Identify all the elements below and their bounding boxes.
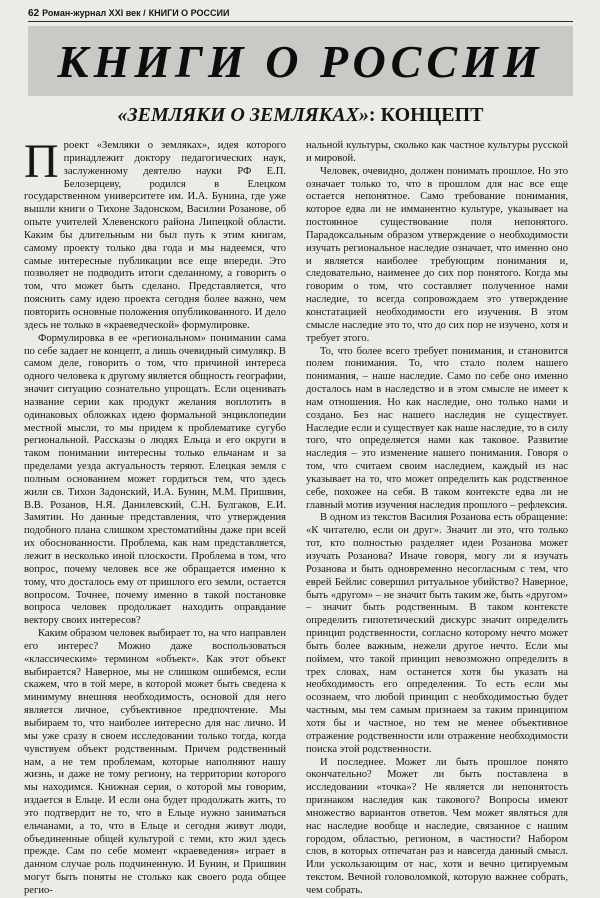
article-title-rest: : КОНЦЕПТ (368, 104, 484, 126)
article-paragraph (24, 135, 286, 333)
section-banner (28, 26, 573, 96)
paragraph-text: роект «Земляки о земляках», идея которого принадлежит доктору педагогических наук, заслуженному деятелю науки РФ Е.П. Белозерцеву, родился в Елецком государственном университете им. И.А. Бунина, где уже вышли книги о Тихоне Задонском, Василии Розанове, об опыте учителей Хлевенского района Липецкой области. Каким бы длительным ни был путь к этим книгам, самому проекту только два года и мы надеемся, что самые интересные публикации все еще впереди. Это позволяет не подводить итоги сделанному, а говорить о том, что может быть сделано. Представляется, что пояснить саму идею проекта сегодня более важно, чем повторить основные положения опубликованного. И дело здесь не только в «краеведческой» формулировке. (24, 140, 286, 331)
drop-cap: П (24, 135, 59, 188)
article-paragraph: И последнее. Может ли быть прошлое понято окончательно? Может ли быть поставлена в исследовании «точка»? Не является ли непонятость признаком наследия как такового? Вопросы имеют множество вариантов ответов. Чем может являться для нас наследие вообще и наследие, связанное с нашим городом, областью, регионом, в частности? Набором слов, в которых отпечатан раз и навсегда данный смысл. Или ускользающим от нас, хотя и вечно цитируемым текстом. Вечной головоломкой, которую важнее собрать, чем собрать. (306, 756, 568, 896)
article-paragraph: Каким образом человек выбирает то, на что направлен его интерес? Можно даже воспользоваться «классическим» термином «объект». Как этот объект выбирается? Наверное, мы не слишком ошибемся, если скажем, что в той мере, в которой может быть сведена к минимуму внешняя необходимость, основой для него является личное, субъективное предпочтение. Мы выбираем то, что наиболее интересно для нас лично. И мы уже сразу в своем исследовании только тогда, когда чувствуем объект родственным. Причем родственный нам, а не тем проблемам, которые наполняют нашу жизнь, и даже не тому региону, на территории которого мы находимся. Книжная серия, о которой мы говорим, издается в Ельце. И если она будет продолжать жить, то это подтвердит не то, что в Ельце нужно заниматься ельчанами, а то, что в Ельце и сегодня живут люди, объединенные общей культурой с теми, кто жил здесь прежде. Сам по себе момент «краеведения» играет в данном случае роль подчиненную. И Бунин, и Пришвин могут быть поняты не столько как своего рода общее регио- (24, 628, 286, 896)
article-title-quoted: «ЗЕМЛЯКИ О ЗЕМЛЯКАХ» (117, 104, 369, 126)
article-paragraph: В одном из текстов Василия Розанова есть обращение: «К читателю, если он друг». Значит ли это, что только тот, кто полностью разделяет идеи Розанова может изучать Розанова? Иначе говоря, могу ли я изучать Розанова и быть одновременно несогласным с тем, что еврей Бейлис совершил ритуальное убийство? Наверное, быть «другом» – не значит быть таким же, быть «другом» – значит быть родственным. В таком контексте определить гипотетический дискурс значит определить принцип родственности, согласно которому нечто может быть более важным, нежели другое нечто. Если мы поймем, что такой принцип невозможно определить в трех словах, нам останется хотя бы указать на необходимость его определения. То есть если мы осознаем, что любой принцип с необходимостью будет частным, мы тем самым признаем за таким принципом хотя бы и частное, но тем не менее объективное отражение родственности или отражение необходимости поиска этой родственности. (306, 512, 568, 755)
publication-name: Роман-журнал XXI век / (42, 8, 146, 18)
section-name: КНИГИ О РОССИИ (148, 8, 230, 18)
article-paragraph: Формулировка в ее «региональном» понимании сама по себе задает не концепт, а лишь очевидный симулякр. В самом деле, говорить о том, что причиной интереса одного человека к другому является общность географии, значит ситуацию сознательно упрощать. Если оценивать название серии как продукт желания воплотить в одинаковых обложках идею формальной энциклопедии местной мысли, то мы придем к проблематике сугубо региональной. Рассказы о людях Ельца и его округи в таком понимании интересны только ельчанам и за пределами уезда актуальность теряют. Елецкая земля с полным основанием может гордиться тем, что здесь жили св. Тихон Задонский, И.А. Бунин, М.М. Пришвин, В.В. Розанов, Н.Я. Данилевский, С.Н. Булгаков, Е.И. Замятин. Но данные представления, что утверждения подобного плана слишком хрестоматийны даже при всей их обоснованности. Проблема, как нам представляется, лежит в несколько иной плоскости. Проблема в том, что вопрос, почему человек все же обращается именно к тому, что досталось ему от пришлого его земли, остается вопросом. Точнее, почему именно в такой постановке вопроса человек продолжает находить оправдание вектору своих интересов? (24, 332, 286, 627)
page-number: 62 (28, 8, 40, 19)
article-column-left (24, 135, 286, 896)
article-column-right (306, 140, 568, 896)
article-paragraph: То, что более всего требует понимания, и становится полем понимания. То, что стало полем нашего понимания, – наше наследие. Само по себе оно именно досталось нам в наследство и в этом смысле не имеет к нам отношения. Но как наследие, оно только нами и создано. Без нас нашего наследия не существует. Наследие если и существует как наше наследие, то в силу того, что определяется нами как таковое. Развитие наследия – это изменение нашего понимания. Говоря о том, что считаем своим наследием, каждый из нас указывает на то, что может определить как родственное себе, похожее на себя. В таком контексте едва ли не главный мотив изучения наследия прошлого – рефлексия. (306, 345, 568, 511)
article-paragraph: Человек, очевидно, должен понимать прошлое. Но это означает только то, что в прошлом для нас все еще остается непонятное. Само требование понимания, которое едва ли не имманентно культуре, указывает на постоянное существование поля непонятого. Парадоксальным образом утверждение о необходимости изучать региональное наследие означает, что именно оно и является наиболее требующим понимания и, следовательно, наименее до сих пор понятого. Когда мы говорим о том, что составляет полученное нами наследие, то всегда сопровождаем это утверждение констатацией необходимости его изучения. В этом смысле наследие это то, что до сих пор не изучено, хотя и требует этого. (306, 165, 568, 344)
article-paragraph: нальной культуры, сколько как частное культуры русской и мировой. (306, 140, 568, 164)
banner-title: КНИГИ О РОССИИ (57, 35, 544, 87)
running-header (28, 8, 573, 22)
article-title (28, 104, 573, 127)
